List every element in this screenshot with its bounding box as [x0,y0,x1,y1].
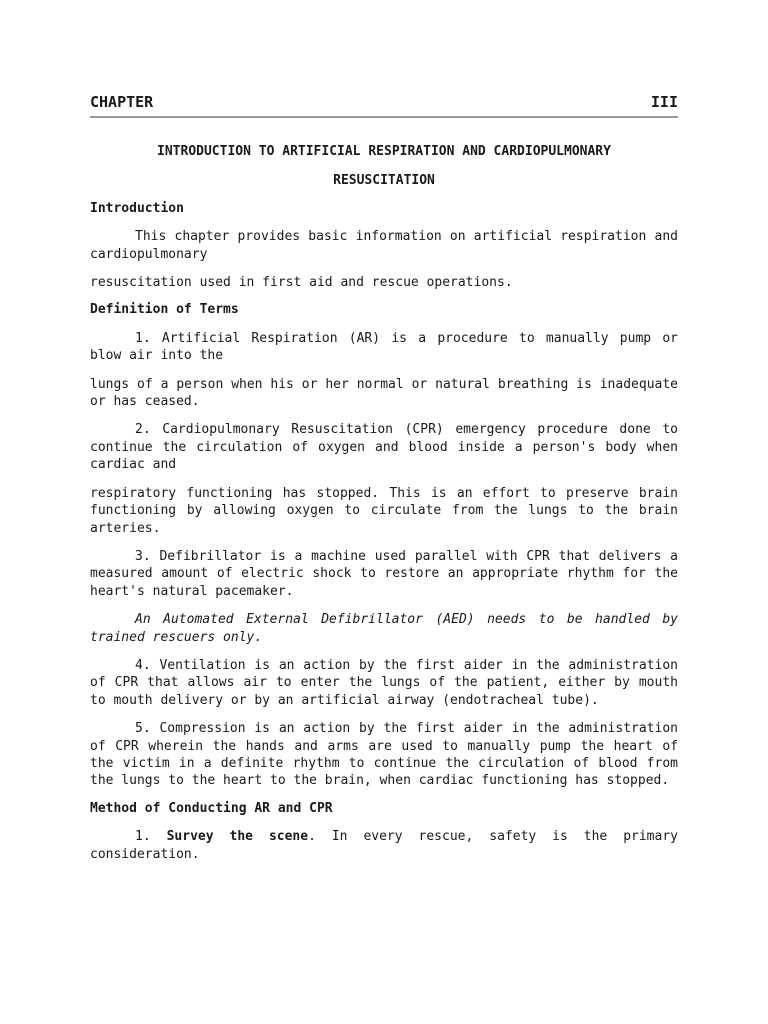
method-step-1-title: Survey the scene [166,829,309,845]
chapter-title-line1: INTRODUCTION TO ARTIFICIAL RESPIRATION AND CARDIOPULMONARY [157,144,611,159]
chapter-header [90,92,678,118]
chapter-label: CHAPTER [90,93,154,111]
method-step-1-text: . In every rescue, safety is the primary consideration. [90,829,678,862]
intro-paragraph-1: This chapter provides basic information on artificial respiration and cardiopulmonary [90,229,678,262]
definitions-heading: Definition of Terms [90,302,239,318]
definition-2-part-b: respiratory functioning has stopped. This is an effort to preserve brain functioning by allowing oxygen to circulate from the lungs to the brain arteries. [90,485,678,536]
method-step-1 [90,828,678,863]
definition-4: 4. Ventilation is an action by the first aider in the administration of CPR that allows air to enter the lungs of the patient, either by mouth to mouth delivery or by an artificial airway (endotracheal tube). [90,657,678,708]
chapter-number: III [650,93,678,111]
definition-1-part-a: 1. Artificial Respiration (AR) is a procedure to manually pump or blow air into the [90,330,678,364]
definition-3: 3. Defibrillator is a machine used parallel with CPR that delivers a measured amount of electric shock to restore an appropriate rhythm for the heart's natural pacemaker. [90,548,678,599]
definition-5: 5. Compression is an action by the first aider in the administration of CPR wherein the hands and arms are used to manually pump the heart of the victim in a definite rhythm to continue the circulation of blood from the lungs to the heart to the brain, when cardiac functioning has stopped. [90,721,678,789]
method-step-1-number: 1. [135,829,151,845]
intro-paragraph-2: resuscitation used in first aid and rescue operations. [90,275,513,291]
aed-note: An Automated External Defibrillator (AED) needs to be handled by trained rescuers only. [90,612,678,645]
chapter-title-line2: RESUSCITATION [333,173,435,189]
method-heading: Method of Conducting AR and CPR [90,800,333,816]
definition-2-part-a: 2. Cardiopulmonary Resuscitation (CPR) emergency procedure done to continue the circulation of oxygen and blood inside a person's body when cardiac and [90,422,678,473]
page-content [90,92,678,863]
definition-1-part-b: lungs of a person when his or her normal or natural breathing is inadequate or has ceased. [90,376,678,410]
introduction-heading: Introduction [90,200,184,216]
